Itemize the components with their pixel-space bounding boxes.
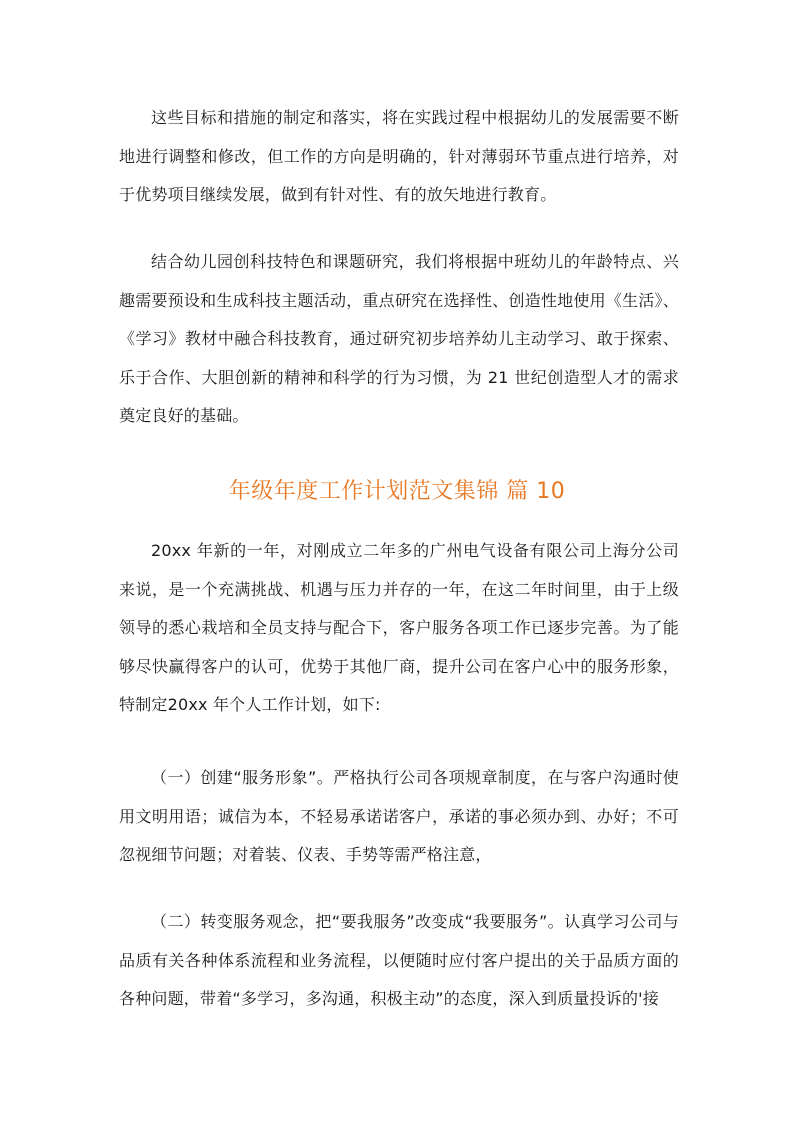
paragraph-service-image: （一）创建“服务形象”。严格执行公司各项规章制度，在与客户沟通时使用文明用语；诚信为本，不轻易承诺诺客户，承诺的事必须办到、办好；不可忽视细节问题；对着装、仪表、手势等需严格注意， xyxy=(119,768,679,864)
paragraph-science-theme: 结合幼儿园创科技特色和课题研究，我们将根据中班幼儿的年龄特点、兴趣需要预设和生成科技主题活动，重点研究在选择性、创造性地使用《生活》、《学习》教材中融合科技教育，通过研究初步培养幼儿主动学习、敢于探索、乐于合作、大胆创新的精神和科学的行为习惯，为 21 世纪创造型人才的需求奠定良好的基础。 xyxy=(119,252,679,425)
paragraph-company-intro: 20xx 年新的一年，对刚成立二年多的广州电气设备有限公司上海分公司来说，是一个充满挑战、机遇与压力并存的一年，在这二年时间里，由于上级领导的悉心栽培和全员支持与配合下，客户服务各项工作已逐步完善。为了能够尽快赢得客户的认可，优势于其他厂商，提升公司在客户心中的服务形象，特制定20xx 年个人工作计划，如下: xyxy=(119,541,679,714)
section-title: 年级年度工作计划范文集锦 篇 10 xyxy=(228,479,566,504)
paragraph-goals-adjustment: 这些目标和措施的制定和落实，将在实践过程中根据幼儿的发展需要不断地进行调整和修改，但工作的方向是明确的，针对薄弱环节重点进行培养，对于优势项目继续发展，做到有针对性、有的放矢地进行教育。 xyxy=(119,108,679,204)
paragraph-service-concept: （二）转变服务观念，把“要我服务”改变成“我要服务”。认真学习公司与品质有关各种体系流程和业务流程，以便随时应付客户提出的关于品质方面的各种问题，带着“多学习，多沟通，积极主动”的态度，深入到质量投诉的'接 xyxy=(119,912,679,1008)
